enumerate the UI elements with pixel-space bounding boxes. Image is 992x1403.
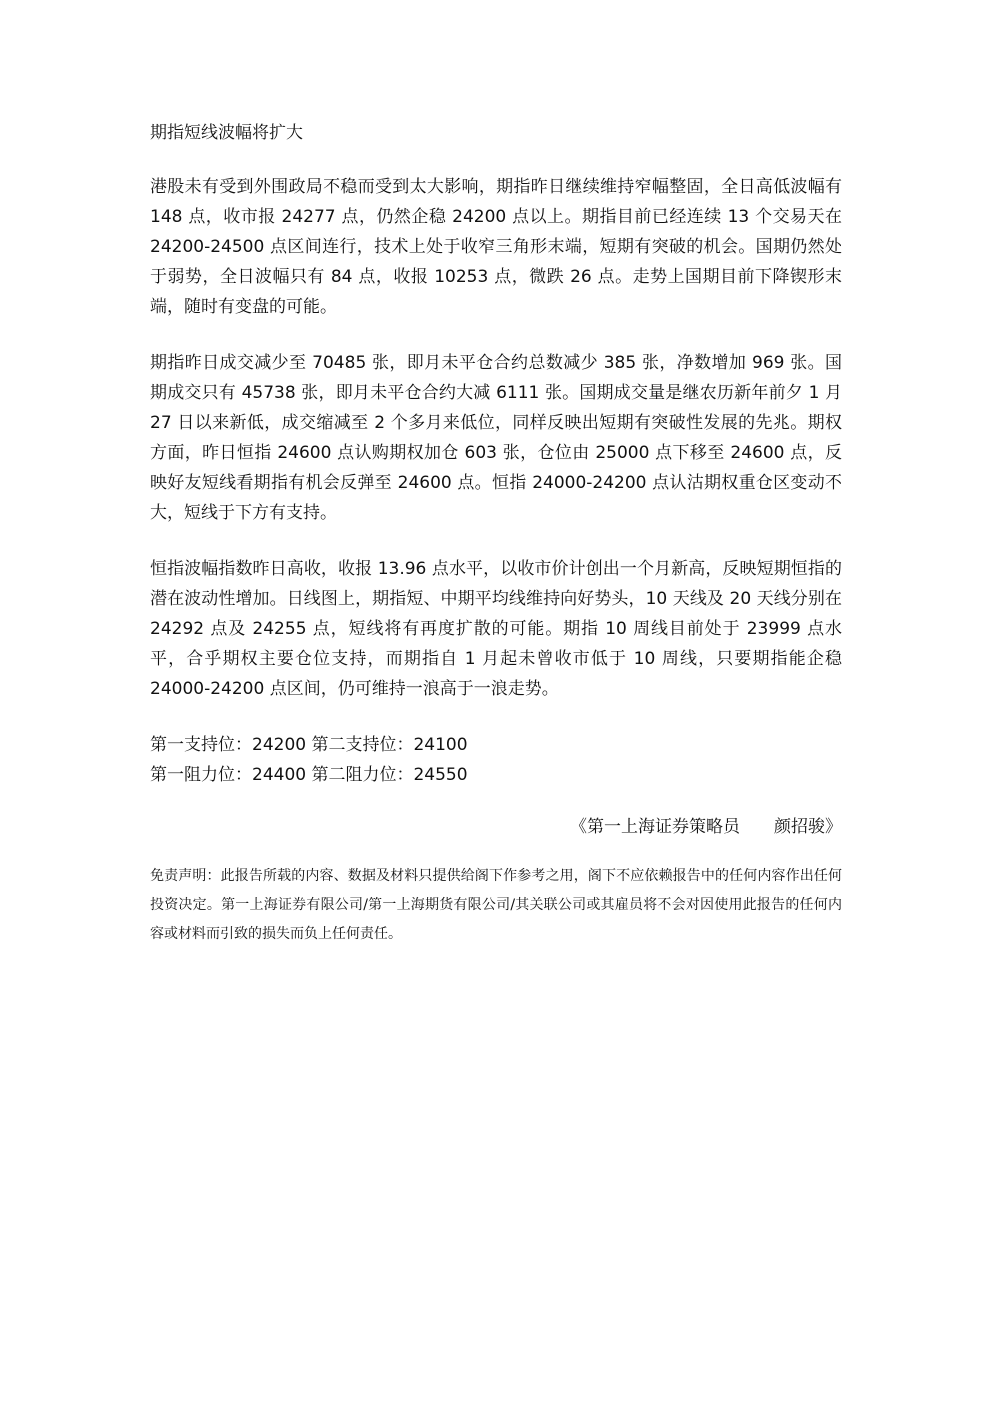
document-title: 期指短线波幅将扩大 bbox=[150, 123, 303, 143]
document-page bbox=[150, 118, 842, 949]
disclaimer: 免责声明：此报告所载的内容、数据及材料只提供给阁下作参考之用，阁下不应依赖报告中的任何内容作出任何投资决定。第一上海证券有限公司/第一上海期货有限公司/其关联公司或其雇员将不会对因使用此报告的任何内容或材料而引致的损失而负上任何责任。 bbox=[150, 868, 842, 942]
paragraph-market-overview: 港股未有受到外围政局不稳而受到太大影响，期指昨日继续维持窄幅整固，全日高低波幅有 148 点，收市报 24277 点，仍然企稳 24200 点以上。期指目前已经连续 13 个交易天在 24200-24500 点区间连行，技术上处于收窄三角形末端，短期有突破的机会。国期仍然处于弱势，全日波幅只有 84 点，收报 10253 点，微跌 26 点。走势上国期目前下降锲形末端，随时有变盘的可能。 bbox=[150, 177, 842, 317]
resistance-levels: 第一阻力位：24400 第二阻力位：24550 bbox=[150, 765, 468, 785]
paragraph-volatility-technical: 恒指波幅指数昨日高收，收报 13.96 点水平，以收市价计创出一个月新高，反映短期恒指的潜在波动性增加。日线图上，期指短、中期平均线维持向好势头，10 天线及 20 天线分别在 24292 点及 24255 点，短线将有再度扩散的可能。期指 10 周线目前处于 23999 点水平，合乎期权主要仓位支持，而期指自 1 月起未曾收市低于 10 周线，只要期指能企稳 24000-24200 点区间，仍可维持一浪高于一浪走势。 bbox=[150, 559, 842, 699]
author-byline: 《第一上海证券策略员 颜招骏》 bbox=[570, 817, 842, 837]
support-levels: 第一支持位：24200 第二支持位：24100 bbox=[150, 735, 468, 755]
paragraph-volume-options: 期指昨日成交减少至 70485 张，即月未平仓合约总数减少 385 张，净数增加 969 张。国期成交只有 45738 张，即月未平仓合约大减 6111 张。国期成交量是继农历新年前夕 1 月 27 日以来新低，成交缩减至 2 个多月来低位，同样反映出短期有突破性发展的先兆。期权方面，昨日恒指 24600 点认购期权加仓 603 张，仓位由 25000 点下移至 24600 点，反映好友短线看期指有机会反弹至 24600 点。恒指 24000-24200 点认沽期权重仓区变动不大，短线于下方有支持。 bbox=[150, 353, 842, 523]
support-resistance-levels bbox=[150, 730, 842, 790]
